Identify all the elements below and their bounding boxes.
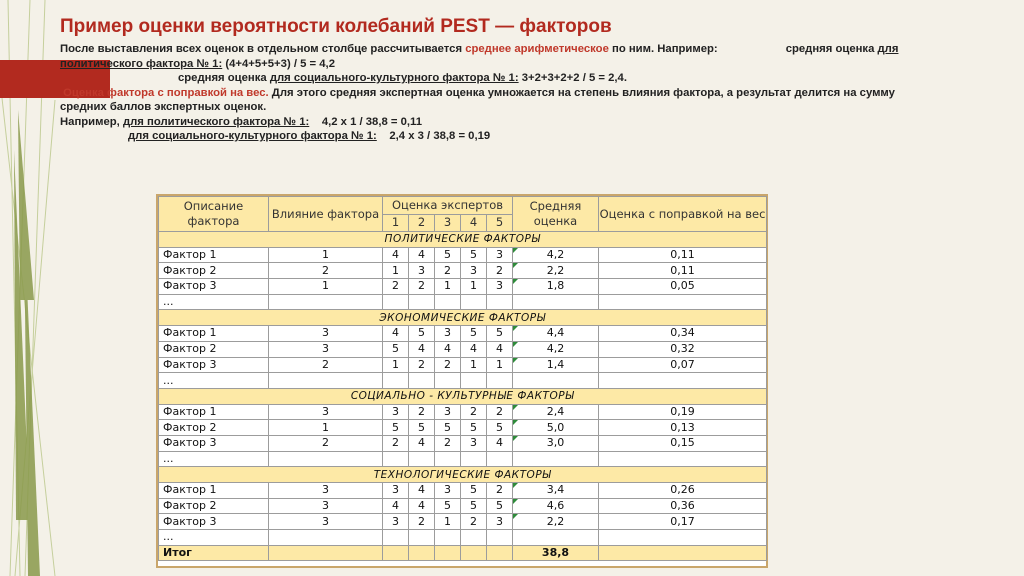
expert-score: 1 <box>383 357 409 373</box>
expert-score: 2 <box>487 404 513 420</box>
expert-score: 4 <box>383 498 409 514</box>
empty-cell <box>435 451 461 467</box>
section-header-row <box>159 310 767 326</box>
factor-influence: 1 <box>269 247 383 263</box>
empty-cell <box>383 530 409 546</box>
expert-score: 2 <box>409 404 435 420</box>
factor-name: Фактор 2 <box>159 341 269 357</box>
table-row <box>159 404 767 420</box>
factor-influence: 3 <box>269 514 383 530</box>
weighted-score: 0,15 <box>599 435 767 451</box>
factor-name: Фактор 2 <box>159 420 269 436</box>
empty-cell <box>269 373 383 389</box>
expert-score: 4 <box>409 483 435 499</box>
expert-score: 4 <box>487 435 513 451</box>
empty-cell <box>461 451 487 467</box>
expert-score: 5 <box>435 498 461 514</box>
table-row <box>159 420 767 436</box>
expert-score: 3 <box>435 483 461 499</box>
expert-score: 3 <box>383 483 409 499</box>
factor-influence: 2 <box>269 435 383 451</box>
empty-cell <box>461 530 487 546</box>
weighted-score: 0,26 <box>599 483 767 499</box>
line-1: После выставления всех оценок в отдельном столбце рассчитывается среднее арифметическое по ним. Например: средняя оценка для <box>60 43 899 55</box>
expert-score: 1 <box>461 357 487 373</box>
expert-score: 4 <box>409 498 435 514</box>
expert-score: 2 <box>435 435 461 451</box>
expert-score: 1 <box>461 279 487 295</box>
expert-score: 3 <box>435 404 461 420</box>
average-score: 3,0 <box>513 435 599 451</box>
expert-score: 2 <box>409 279 435 295</box>
empty-cell <box>513 294 599 310</box>
expert-score: 5 <box>461 420 487 436</box>
section-header-row <box>159 467 767 483</box>
factor-name: Фактор 2 <box>159 498 269 514</box>
expert-score: 2 <box>383 279 409 295</box>
expert-score: 2 <box>435 263 461 279</box>
expert-score: 5 <box>461 326 487 342</box>
average-score: 4,4 <box>513 326 599 342</box>
ellipsis-cell: ... <box>159 294 269 310</box>
empty-cell <box>461 373 487 389</box>
expert-score: 3 <box>461 435 487 451</box>
expert-score: 2 <box>487 263 513 279</box>
expert-score: 5 <box>461 247 487 263</box>
factor-influence: 2 <box>269 263 383 279</box>
weighted-score: 0,32 <box>599 341 767 357</box>
ellipsis-cell: ... <box>159 373 269 389</box>
expert-score: 5 <box>487 498 513 514</box>
pest-table <box>158 196 767 561</box>
header-expert-1: 1 <box>383 214 409 232</box>
ellipsis-row <box>159 373 767 389</box>
table-row <box>159 341 767 357</box>
empty-cell <box>461 294 487 310</box>
line-3: средняя оценка для социального-культурного фактора № 1: 3+2+3+2+2 / 5 = 2,4. <box>178 72 627 84</box>
weighted-score: 0,07 <box>599 357 767 373</box>
average-score: 4,2 <box>513 341 599 357</box>
header-expert-2: 2 <box>409 214 435 232</box>
expert-score: 5 <box>409 326 435 342</box>
section-title: ТЕХНОЛОГИЧЕСКИЕ ФАКТОРЫ <box>159 467 767 483</box>
expert-score: 3 <box>383 404 409 420</box>
empty-cell <box>599 545 767 561</box>
expert-score: 4 <box>487 341 513 357</box>
factor-name: Фактор 3 <box>159 435 269 451</box>
empty-cell <box>383 294 409 310</box>
average-score: 3,4 <box>513 483 599 499</box>
total-row <box>159 545 767 561</box>
factor-influence: 3 <box>269 498 383 514</box>
factor-name: Фактор 2 <box>159 263 269 279</box>
expert-score: 3 <box>487 247 513 263</box>
empty-cell <box>487 451 513 467</box>
table-body <box>159 232 767 561</box>
section-title: СОЦИАЛЬНО - КУЛЬТУРНЫЕ ФАКТОРЫ <box>159 388 767 404</box>
expert-score: 2 <box>409 514 435 530</box>
expert-score: 1 <box>435 514 461 530</box>
factor-name: Фактор 1 <box>159 483 269 499</box>
factor-influence: 1 <box>269 420 383 436</box>
factor-influence: 3 <box>269 341 383 357</box>
weighted-score: 0,13 <box>599 420 767 436</box>
table-row <box>159 247 767 263</box>
factor-name: Фактор 1 <box>159 247 269 263</box>
empty-cell <box>599 530 767 546</box>
pest-table-container <box>156 194 768 568</box>
empty-cell <box>461 545 487 561</box>
expert-score: 2 <box>487 483 513 499</box>
section-header-row <box>159 388 767 404</box>
empty-cell <box>269 545 383 561</box>
empty-cell <box>599 294 767 310</box>
empty-cell <box>487 530 513 546</box>
factor-influence: 1 <box>269 279 383 295</box>
expert-score: 4 <box>435 341 461 357</box>
expert-score: 3 <box>487 514 513 530</box>
ellipsis-cell: ... <box>159 451 269 467</box>
table-row <box>159 326 767 342</box>
ellipsis-row <box>159 530 767 546</box>
average-score: 5,0 <box>513 420 599 436</box>
empty-cell <box>599 451 767 467</box>
expert-score: 3 <box>461 263 487 279</box>
empty-cell <box>513 530 599 546</box>
factor-name: Фактор 3 <box>159 514 269 530</box>
factor-name: Фактор 3 <box>159 357 269 373</box>
table-row <box>159 483 767 499</box>
ellipsis-cell: ... <box>159 530 269 546</box>
header-description: Описание фактора <box>159 197 269 232</box>
factor-influence: 3 <box>269 326 383 342</box>
header-expert-5: 5 <box>487 214 513 232</box>
empty-cell <box>383 451 409 467</box>
explanation-text <box>60 42 990 144</box>
expert-score: 4 <box>409 247 435 263</box>
average-score: 4,2 <box>513 247 599 263</box>
expert-score: 2 <box>435 357 461 373</box>
factor-influence: 3 <box>269 483 383 499</box>
weighted-score: 0,17 <box>599 514 767 530</box>
empty-cell <box>409 294 435 310</box>
expert-score: 5 <box>409 420 435 436</box>
expert-score: 2 <box>461 404 487 420</box>
line-5: средних баллов экспертных оценок. <box>60 101 267 113</box>
empty-cell <box>383 545 409 561</box>
header-weighted: Оценка с поправкой на вес <box>599 197 767 232</box>
average-score: 2,4 <box>513 404 599 420</box>
line-2: политического фактора № 1: (4+4+5+5+3) / 5 = 4,2 <box>60 57 335 70</box>
expert-score: 5 <box>461 483 487 499</box>
factor-name: Фактор 1 <box>159 326 269 342</box>
header-influence: Влияние фактора <box>269 197 383 232</box>
empty-cell <box>269 530 383 546</box>
empty-cell <box>599 373 767 389</box>
highlight-weighted: Оценка фактора с поправкой на вес. <box>63 86 269 99</box>
header-average: Средняя оценка <box>513 197 599 232</box>
slide-title: Пример оценки вероятности колебаний PEST — факторов <box>60 16 612 37</box>
table-row <box>159 357 767 373</box>
weighted-score: 0,05 <box>599 279 767 295</box>
total-label: Итог <box>159 545 269 561</box>
empty-cell <box>513 451 599 467</box>
average-score: 4,6 <box>513 498 599 514</box>
table-row <box>159 279 767 295</box>
highlight-mean: среднее арифметическое <box>465 43 609 55</box>
expert-score: 4 <box>383 326 409 342</box>
line-7: для социального-культурного фактора № 1: 2,4 x 3 / 38,8 = 0,19 <box>128 130 491 142</box>
expert-score: 4 <box>461 341 487 357</box>
expert-score: 3 <box>487 279 513 295</box>
line-6: Например, для политического фактора № 1: 4,2 x 1 / 38,8 = 0,11 <box>60 115 423 128</box>
weighted-score: 0,36 <box>599 498 767 514</box>
empty-cell <box>435 530 461 546</box>
expert-score: 5 <box>435 247 461 263</box>
total-value: 38,8 <box>513 545 599 561</box>
factor-name: Фактор 3 <box>159 279 269 295</box>
expert-score: 2 <box>409 357 435 373</box>
expert-score: 2 <box>461 514 487 530</box>
header-expert-4: 4 <box>461 214 487 232</box>
empty-cell <box>435 545 461 561</box>
weighted-score: 0,11 <box>599 247 767 263</box>
weighted-score: 0,11 <box>599 263 767 279</box>
average-score: 1,4 <box>513 357 599 373</box>
average-score: 2,2 <box>513 263 599 279</box>
expert-score: 3 <box>409 263 435 279</box>
weighted-score: 0,19 <box>599 404 767 420</box>
expert-score: 4 <box>409 341 435 357</box>
expert-score: 5 <box>487 326 513 342</box>
empty-cell <box>409 451 435 467</box>
factor-influence: 3 <box>269 404 383 420</box>
table-row <box>159 435 767 451</box>
header-expert-3: 3 <box>435 214 461 232</box>
factor-influence: 2 <box>269 357 383 373</box>
expert-score: 3 <box>383 514 409 530</box>
expert-score: 3 <box>435 326 461 342</box>
section-title: ПОЛИТИЧЕСКИЕ ФАКТОРЫ <box>159 232 767 248</box>
table-row <box>159 263 767 279</box>
expert-score: 4 <box>383 247 409 263</box>
empty-cell <box>513 373 599 389</box>
ellipsis-row <box>159 451 767 467</box>
expert-score: 5 <box>383 420 409 436</box>
empty-cell <box>269 294 383 310</box>
ellipsis-row <box>159 294 767 310</box>
expert-score: 5 <box>487 420 513 436</box>
weighted-score: 0,34 <box>599 326 767 342</box>
section-title: ЭКОНОМИЧЕСКИЕ ФАКТОРЫ <box>159 310 767 326</box>
section-header-row <box>159 232 767 248</box>
expert-score: 5 <box>383 341 409 357</box>
empty-cell <box>383 373 409 389</box>
empty-cell <box>409 373 435 389</box>
empty-cell <box>487 545 513 561</box>
expert-score: 1 <box>435 279 461 295</box>
empty-cell <box>487 373 513 389</box>
empty-cell <box>269 451 383 467</box>
expert-score: 2 <box>383 435 409 451</box>
average-score: 2,2 <box>513 514 599 530</box>
empty-cell <box>435 373 461 389</box>
average-score: 1,8 <box>513 279 599 295</box>
expert-score: 1 <box>487 357 513 373</box>
empty-cell <box>487 294 513 310</box>
expert-score: 5 <box>461 498 487 514</box>
table-row <box>159 498 767 514</box>
table-row <box>159 514 767 530</box>
factor-name: Фактор 1 <box>159 404 269 420</box>
expert-score: 1 <box>383 263 409 279</box>
header-experts: Оценка экспертов <box>383 197 513 215</box>
empty-cell <box>435 294 461 310</box>
expert-score: 5 <box>435 420 461 436</box>
empty-cell <box>409 545 435 561</box>
line-4: Оценка фактора с поправкой на вес. Для этого средняя экспертная оценка умножается на степень влияния фактора, а результат делится на сумму <box>63 86 895 99</box>
empty-cell <box>409 530 435 546</box>
expert-score: 4 <box>409 435 435 451</box>
